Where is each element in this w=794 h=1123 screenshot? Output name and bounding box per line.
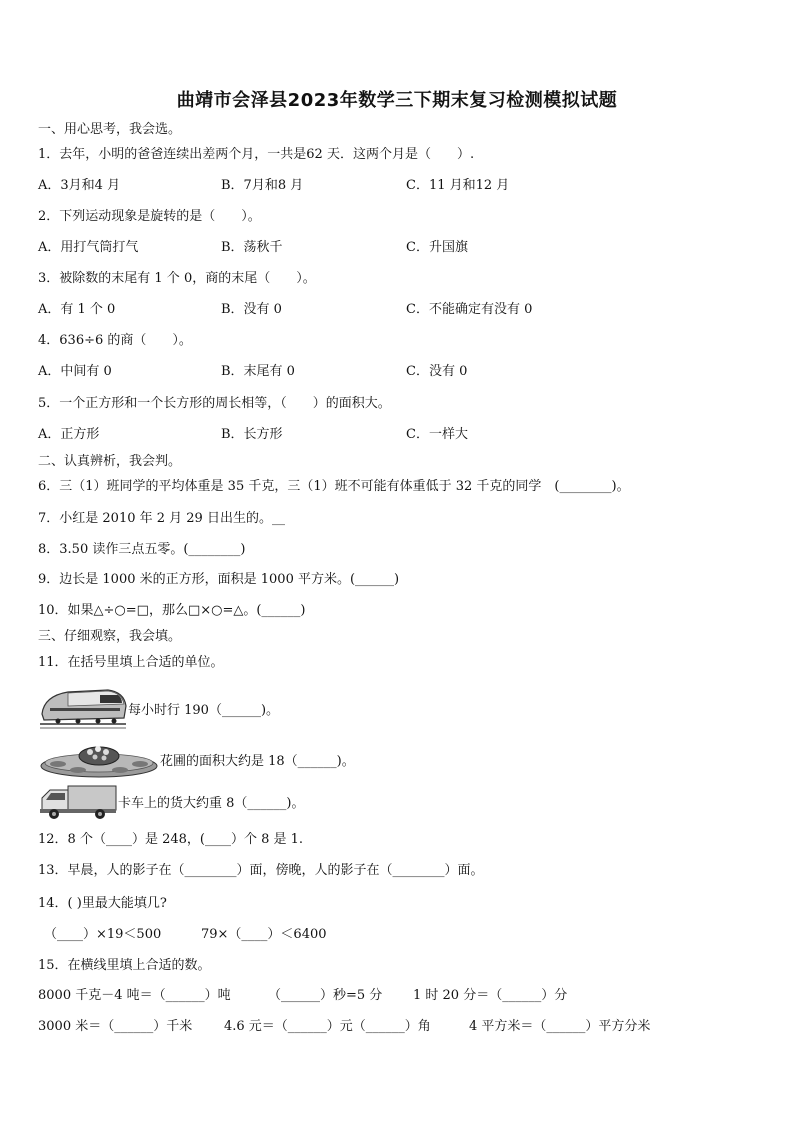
q15-row2-c: 4 平方米＝（______）平方分米 — [469, 1019, 651, 1034]
question-12: 12．8 个（____）是 248，(____）个 8 是 1. — [38, 832, 304, 847]
question-9: 9．边长是 1000 米的正方形，面积是 1000 平方米。(______) — [38, 572, 400, 587]
q15-row1-c: 1 时 20 分＝（______）分 — [413, 988, 568, 1003]
page-title: 曲靖市会泽县2023年数学三下期末复习检测模拟试题 — [176, 90, 618, 111]
question-5: 5．一个正方形和一个长方形的周长相等，（ ）的面积大。 — [38, 396, 391, 411]
q5-option-a: A．正方形 — [38, 427, 100, 442]
q14-part-a: （____）×19＜500 — [44, 927, 162, 942]
question-10: 10．如果△÷○=□，那么□×○=△。(______) — [38, 603, 306, 618]
q1-option-c: C．11 月和12 月 — [406, 178, 510, 193]
q4-option-c: C．没有 0 — [406, 364, 468, 379]
q4-option-a: A．中间有 0 — [38, 364, 112, 379]
truck-icon — [38, 782, 118, 822]
flower-bed-icon — [38, 738, 160, 780]
q15-row2-b: 4.6 元＝（______）元（______）角 — [224, 1019, 431, 1034]
q3-option-b: B．没有 0 — [221, 302, 282, 317]
q4-option-b: B．末尾有 0 — [221, 364, 295, 379]
question-11: 11．在括号里填上合适的单位。 — [38, 655, 224, 670]
question-2: 2．下列运动现象是旋转的是（ ）。 — [38, 209, 261, 224]
question-1: 1．去年，小明的爸爸连续出差两个月，一共是62 天．这两个月是（ ）. — [38, 147, 475, 162]
question-7: 7．小红是 2010 年 2 月 29 日出生的。__ — [38, 511, 285, 526]
question-3: 3．被除数的末尾有 1 个 0，商的末尾（ ）。 — [38, 271, 316, 286]
q5-option-b: B．长方形 — [221, 427, 283, 442]
q11-train-blank: 每小时行 190（______)。 — [128, 703, 280, 718]
section-heading-choice: 一、用心思考，我会选。 — [38, 122, 182, 137]
q11-truck-blank: 卡车上的货大约重 8（______)。 — [118, 796, 305, 811]
q1-option-a: A．3月和4 月 — [38, 178, 121, 193]
q15-row2-a: 3000 米＝（______）千米 — [38, 1019, 193, 1034]
q15-row1-b: （______）秒=5 分 — [268, 988, 383, 1003]
question-8: 8．3.50 读作三点五零。(________) — [38, 542, 246, 557]
section-heading-judge: 二、认真辨析，我会判。 — [38, 454, 182, 469]
q2-option-c: C．升国旗 — [406, 240, 468, 255]
q1-option-b: B．7月和8 月 — [221, 178, 304, 193]
question-13: 13．早晨，人的影子在（________）面，傍晚，人的影子在（________）面。 — [38, 863, 484, 878]
train-icon — [38, 684, 128, 732]
question-4: 4．636÷6 的商（ ）。 — [38, 333, 192, 348]
q14-part-b: 79×（____）＜6400 — [201, 927, 327, 942]
question-6: 6．三（1）班同学的平均体重是 35 千克，三（1）班不可能有体重低于 32 千克的同学 (________)。 — [38, 479, 630, 494]
q3-option-c: C．不能确定有没有 0 — [406, 302, 533, 317]
q11-garden-blank: 花圃的面积大约是 18（______)。 — [160, 754, 355, 769]
q2-option-b: B．荡秋千 — [221, 240, 283, 255]
question-14: 14．( )里最大能填几? — [38, 896, 167, 911]
q2-option-a: A．用打气筒打气 — [38, 240, 139, 255]
question-15: 15．在横线里填上合适的数。 — [38, 958, 211, 973]
q5-option-c: C．一样大 — [406, 427, 468, 442]
q15-row1-a: 8000 千克－4 吨＝（______）吨 — [38, 988, 231, 1003]
section-heading-fill: 三、仔细观察，我会填。 — [38, 629, 182, 644]
q3-option-a: A．有 1 个 0 — [38, 302, 116, 317]
